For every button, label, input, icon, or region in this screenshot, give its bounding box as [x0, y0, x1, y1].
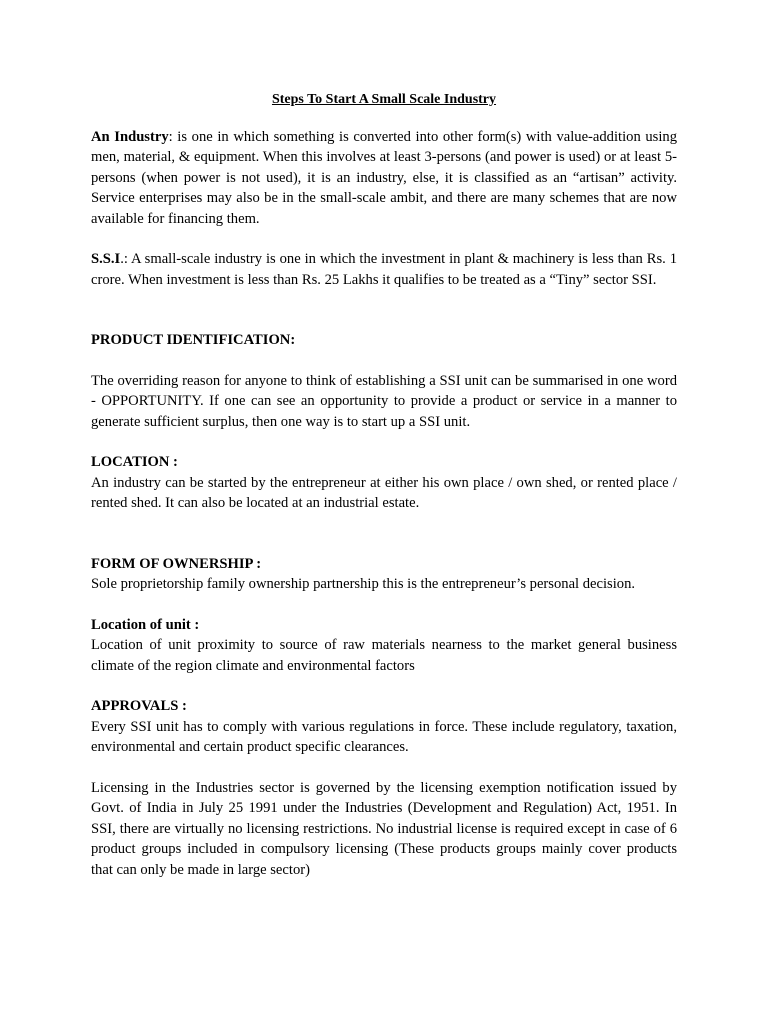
form-of-ownership-heading: FORM OF OWNERSHIP :: [91, 555, 262, 572]
industry-definition: [91, 127, 677, 230]
approvals-text: Every SSI unit has to comply with various regulations in force. These include regulatory, taxation, environmental and certain product specific clearances.: [91, 718, 677, 755]
ssi-term: S.S.I: [91, 251, 121, 267]
spacer: [91, 758, 677, 778]
ssi-text: .: A small-scale industry is one in which the investment in plant & machinery is less than Rs. 1 crore. When investment is less than Rs. 25 Lakhs it qualifies to be treated as a “Tiny” sector SSI.: [91, 251, 677, 288]
spacer: [91, 676, 677, 696]
location-heading: LOCATION :: [91, 454, 178, 470]
licensing-text: Licensing in the Industries sector is governed by the licensing exemption notification issued by Govt. of India in July 25 1991 under the Industries (Development and Regulation) Act, 1951. In SSI, there are virtually no licensing restrictions. No industrial license is required except in case of 6 product groups included in compulsory licensing (These products groups mainly cover products that can only be made in large sector): [91, 779, 677, 878]
ssi-definition: [91, 249, 677, 290]
product-identification-text: The overriding reason for anyone to think of establishing a SSI unit can be summarised in one word - OPPORTUNITY. If one can see an opportunity to provide a product or service in a manner to generate sufficient surplus, then one way is to start up a SSI unit.: [91, 372, 677, 430]
form-of-ownership-text: Sole proprietorship family ownership partnership this is the entrepreneur’s personal decision.: [91, 576, 636, 592]
product-identification-heading: PRODUCT IDENTIFICATION:: [91, 332, 296, 348]
spacer: [91, 595, 677, 615]
spacer: [91, 432, 677, 452]
spacer: [91, 514, 677, 554]
location-text: An industry can be started by the entrepreneur at either his own place / own shed, or rented place / rented shed. It can also be located at an industrial estate.: [91, 474, 677, 511]
spacer: [91, 229, 677, 249]
spacer: [91, 290, 677, 330]
spacer: [91, 351, 677, 371]
location-of-unit-heading: Location of unit :: [91, 616, 200, 633]
approvals-heading: APPROVALS :: [91, 698, 187, 714]
document-title: Steps To Start A Small Scale Industry: [271, 92, 497, 107]
location-of-unit-text: Location of unit proximity to source of raw materials nearness to the market general business climate of the region climate and environmental factors: [91, 637, 677, 674]
industry-term: An Industry: [91, 128, 169, 145]
industry-text: : is one in which something is converted into other form(s) with value-addition using men, material, & equipment. When this involves at least 3-persons (and power is used) or at least 5-persons (when power is not used), it is an industry, else, it is classified as an “artisan” activity. Service enterprises may also be in the small-scale ambit, and there are many schemes that are now available for financing them.: [91, 128, 677, 227]
document-page: [91, 90, 677, 880]
